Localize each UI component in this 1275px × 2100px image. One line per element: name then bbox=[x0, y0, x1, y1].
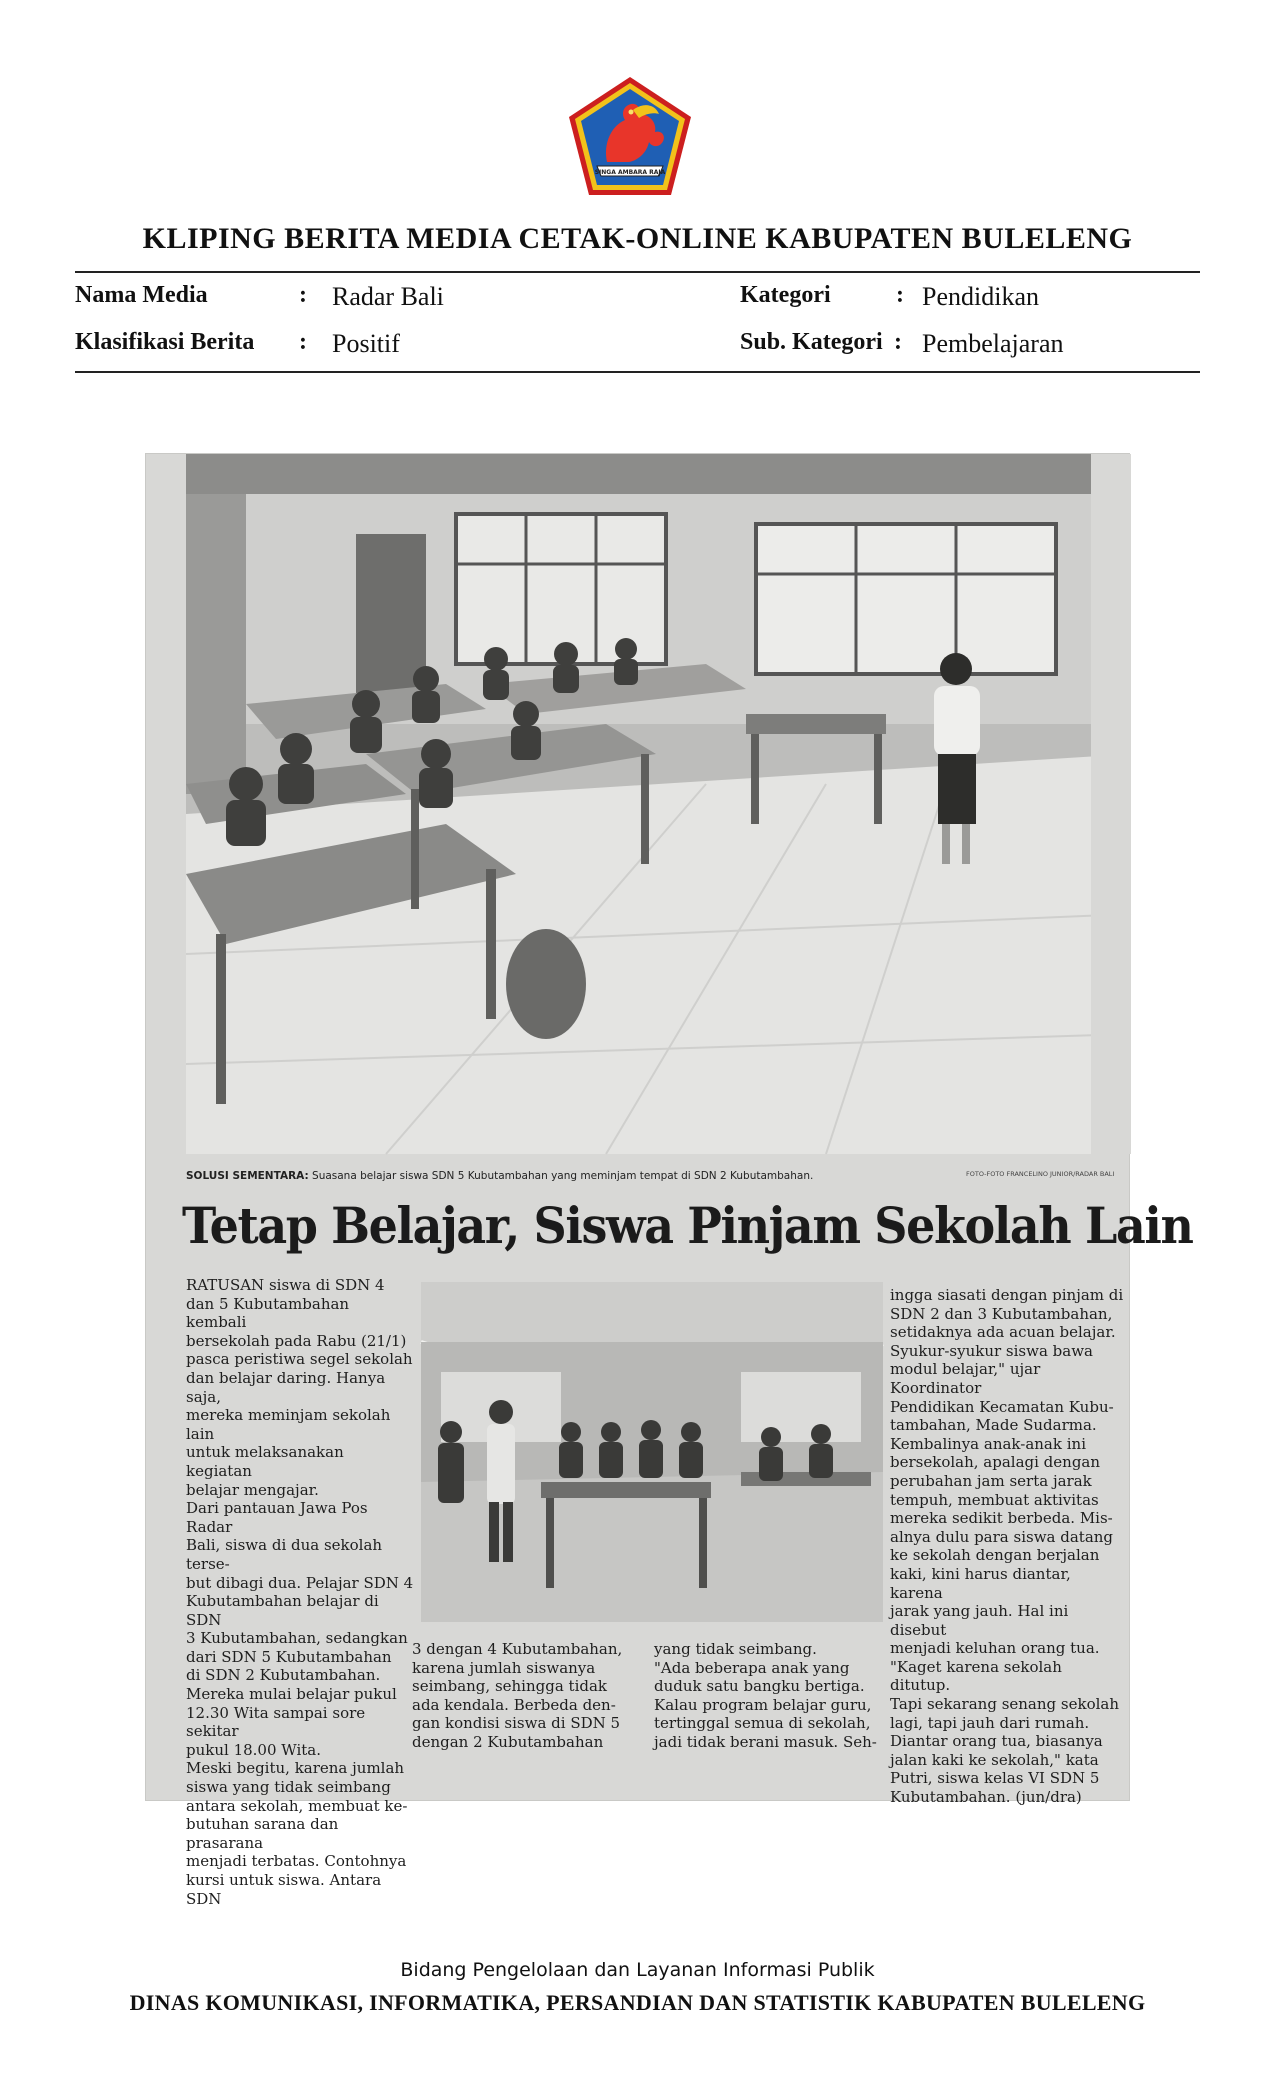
article-column-2: 3 dengan 4 Kubutambahan, karena jumlah siswanya seimbang, sehingga tidak ada kendala. Berbeda den- gan kondisi siswa di SDN 5 dengan 2 Kubutambahan bbox=[412, 1640, 623, 1751]
caption-lead: SOLUSI SEMENTARA: bbox=[186, 1170, 309, 1182]
klasifikasi-label: Klasifikasi Berita bbox=[75, 329, 255, 355]
nama-media-label: Nama Media bbox=[75, 282, 208, 308]
sub-kategori-colon: : bbox=[894, 329, 902, 355]
caption-text: Suasana belajar siswa SDN 5 Kubutambahan yang meminjam tempat di SDN 2 Kubutambahan. bbox=[308, 1170, 814, 1182]
logo-motto-text: SINGA AMBARA RAJA bbox=[594, 169, 666, 176]
bottom-divider bbox=[75, 371, 1200, 373]
nama-media-colon: : bbox=[299, 282, 307, 308]
second-classroom-photo bbox=[421, 1282, 883, 1622]
buleleng-emblem-logo bbox=[563, 74, 697, 198]
classroom-photo bbox=[186, 454, 1131, 1154]
article-headline: Tetap Belajar, Siswa Pinjam Sekolah Lain bbox=[182, 1196, 1193, 1255]
article-column-3: yang tidak seimbang. "Ada beberapa anak yang duduk satu bangku bertiga. Kalau program belajar guru, tertinggal semua di sekolah, jadi tidak berani masuk. Seh- bbox=[654, 1640, 877, 1751]
article-column-4: ingga siasati dengan pinjam di SDN 2 dan 3 Kubutambahan, setidaknya ada acuan belajar. Syukur-syukur siswa bawa modul belajar," ujar Koordinator Pendidikan Kecamatan Kubu- tambahan, Made Sudarma. Kembalinya anak-anak ini bersekolah, apalagi dengan perubahan jam serta jarak tempuh, membuat aktivitas mereka sedikit berbeda. Mis- alnya dulu para siswa datang ke sekolah dengan berjalan kaki, kini harus diantar, karena jarak yang jauh. Hal ini disebut menjadi keluhan orang tua. "Kaget karena sekolah ditutup. Tapi sekarang senang sekolah lagi, tapi jauh dari rumah. Diantar orang tua, biasanya jalan kaki ke sekolah," kata Putri, siswa kelas VI SDN 5 Kubutambahan. (jun/dra) bbox=[890, 1286, 1124, 1807]
footer-department: Bidang Pengelolaan dan Layanan Informasi Publik bbox=[400, 1959, 875, 1981]
top-divider bbox=[75, 271, 1200, 273]
footer-agency: DINAS KOMUNIKASI, INFORMATIKA, PERSANDIAN DAN STATISTIK KABUPATEN BULELENG bbox=[129, 1990, 1146, 2015]
document-title: KLIPING BERITA MEDIA CETAK-ONLINE KABUPATEN BULELENG bbox=[142, 222, 1133, 255]
kategori-label: Kategori bbox=[740, 282, 831, 308]
klasifikasi-value: Positif bbox=[332, 329, 400, 358]
klasifikasi-colon: : bbox=[299, 329, 307, 355]
newspaper-clipping bbox=[145, 453, 1193, 1908]
kategori-value: Pendidikan bbox=[922, 282, 1039, 311]
photo-credit: FOTO-FOTO FRANCELINO JUNIOR/RADAR BALI bbox=[966, 1170, 1115, 1178]
sub-kategori-label: Sub. Kategori bbox=[740, 329, 883, 355]
kategori-colon: : bbox=[896, 282, 904, 308]
nama-media-value: Radar Bali bbox=[332, 282, 444, 311]
article-column-1: RATUSAN siswa di SDN 4 dan 5 Kubutambahan kembali bersekolah pada Rabu (21/1) pasca peristiwa segel sekolah dan belajar daring. Hanya saja, mereka meminjam sekolah lain untuk melaksanakan kegiatan belajar mengajar. Dari pantauan Jawa Pos Radar Bali, siswa di dua sekolah terse- but dibagi dua. Pelajar SDN 4 Kubutambahan belajar di SDN 3 Kubutambahan, sedangkan dari SDN 5 Kubutambahan di SDN 2 Kubutambahan. Mereka mulai belajar pukul 12.30 Wita sampai sore sekitar pukul 18.00 Wita. Meski begitu, karena jumlah siswa yang tidak seimbang antara sekolah, membuat ke- butuhan sarana dan prasarana menjadi terbatas. Contohnya kursi untuk siswa. Antara SDN bbox=[186, 1276, 414, 1908]
photo-caption bbox=[186, 1170, 886, 1182]
sub-kategori-value: Pembelajaran bbox=[922, 329, 1064, 358]
